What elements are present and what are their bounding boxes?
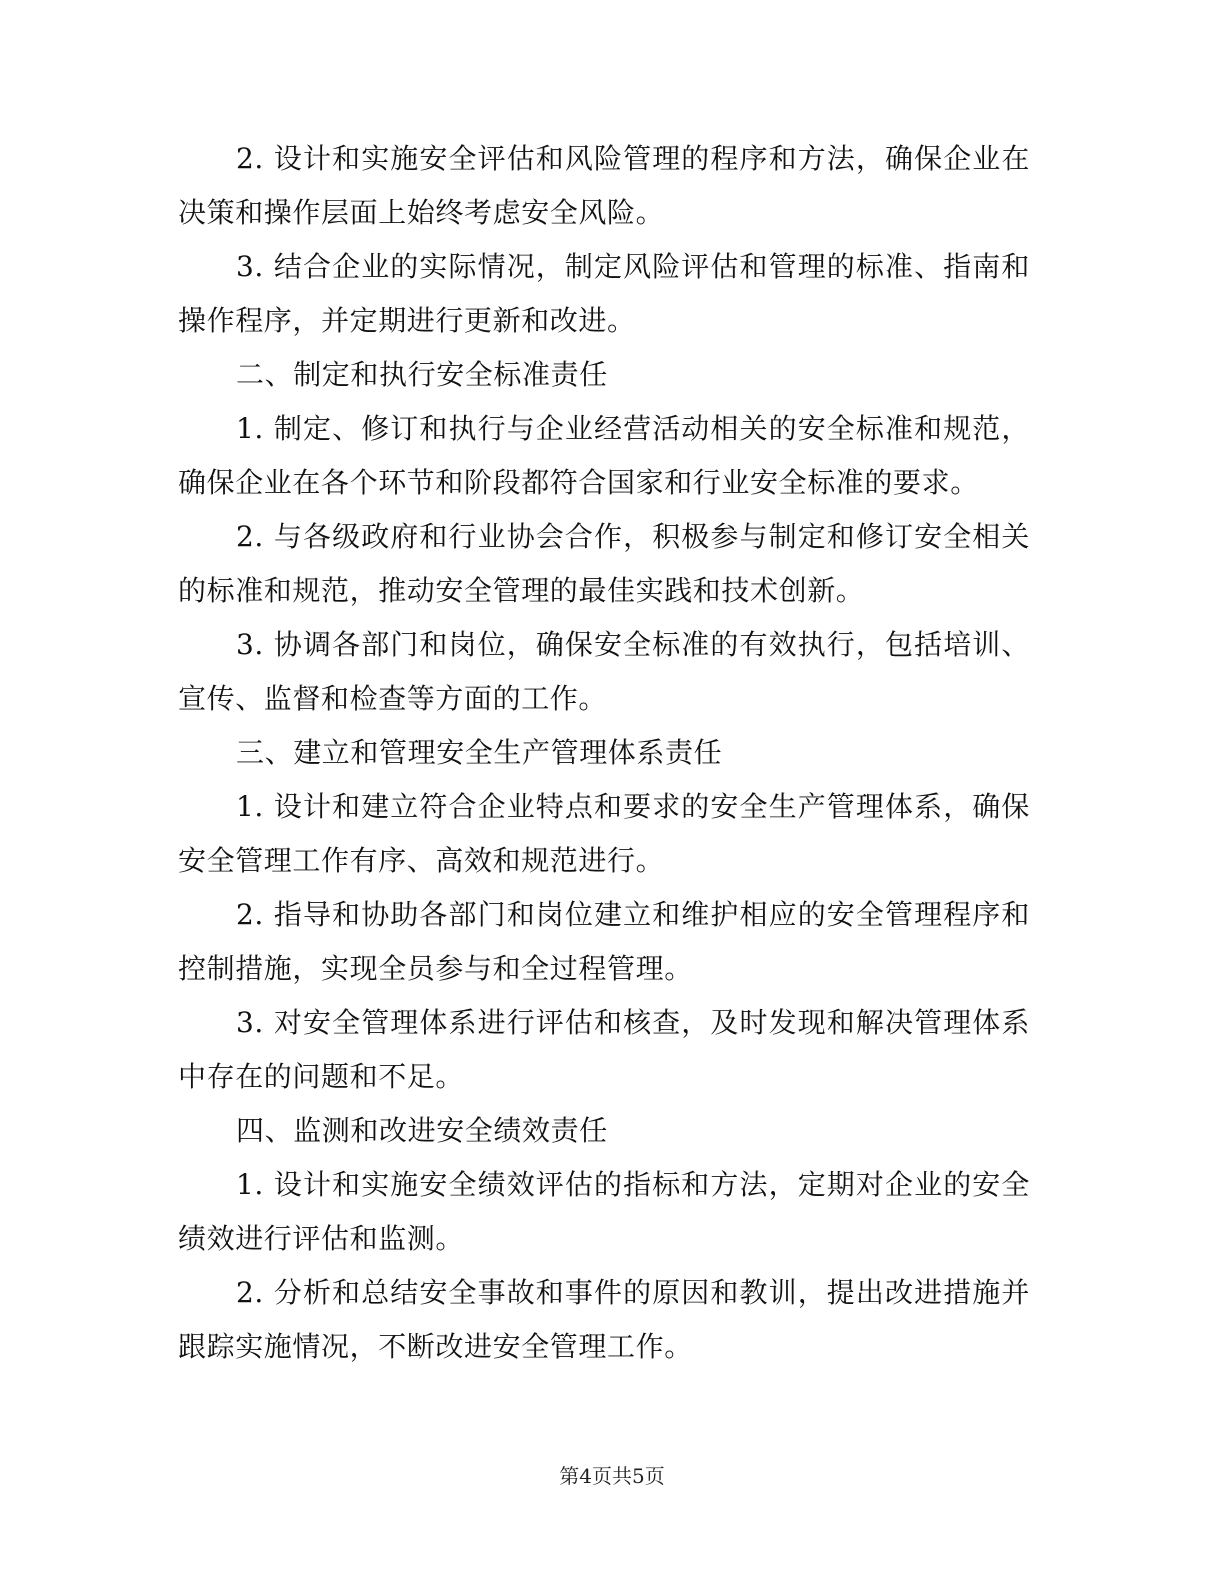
section-heading: 三、建立和管理安全生产管理体系责任 <box>236 736 723 769</box>
list-item: 3. 结合企业的实际情况，制定风险评估和管理的标准、指南和操作程序，并定期进行更新和改进。 <box>178 250 1030 337</box>
list-item: 1. 设计和实施安全绩效评估的指标和方法，定期对企业的安全绩效进行评估和监测。 <box>178 1168 1030 1255</box>
list-item: 1. 设计和建立符合企业特点和要求的安全生产管理体系，确保安全管理工作有序、高效和规范进行。 <box>178 790 1030 877</box>
section-heading: 四、监测和改进安全绩效责任 <box>236 1114 608 1147</box>
list-item: 3. 协调各部门和岗位，确保安全标准的有效执行，包括培训、宣传、监督和检查等方面的工作。 <box>178 628 1030 715</box>
list-item: 2. 与各级政府和行业协会合作，积极参与制定和修订安全相关的标准和规范，推动安全管理的最佳实践和技术创新。 <box>178 520 1030 607</box>
list-item: 1. 制定、修订和执行与企业经营活动相关的安全标准和规范，确保企业在各个环节和阶段都符合国家和行业安全标准的要求。 <box>178 412 1030 499</box>
section-heading: 二、制定和执行安全标准责任 <box>236 358 608 391</box>
list-item: 2. 分析和总结安全事故和事件的原因和教训，提出改进措施并跟踪实施情况，不断改进安全管理工作。 <box>178 1276 1030 1363</box>
list-item: 2. 设计和实施安全评估和风险管理的程序和方法，确保企业在决策和操作层面上始终考虑安全风险。 <box>178 142 1030 229</box>
document-body <box>178 132 1030 1374</box>
list-item: 2. 指导和协助各部门和岗位建立和维护相应的安全管理程序和控制措施，实现全员参与和全过程管理。 <box>178 898 1030 985</box>
list-item: 3. 对安全管理体系进行评估和核查，及时发现和解决管理体系中存在的问题和不足。 <box>178 1006 1030 1093</box>
page-number: 第4页共5页 <box>559 1464 665 1488</box>
